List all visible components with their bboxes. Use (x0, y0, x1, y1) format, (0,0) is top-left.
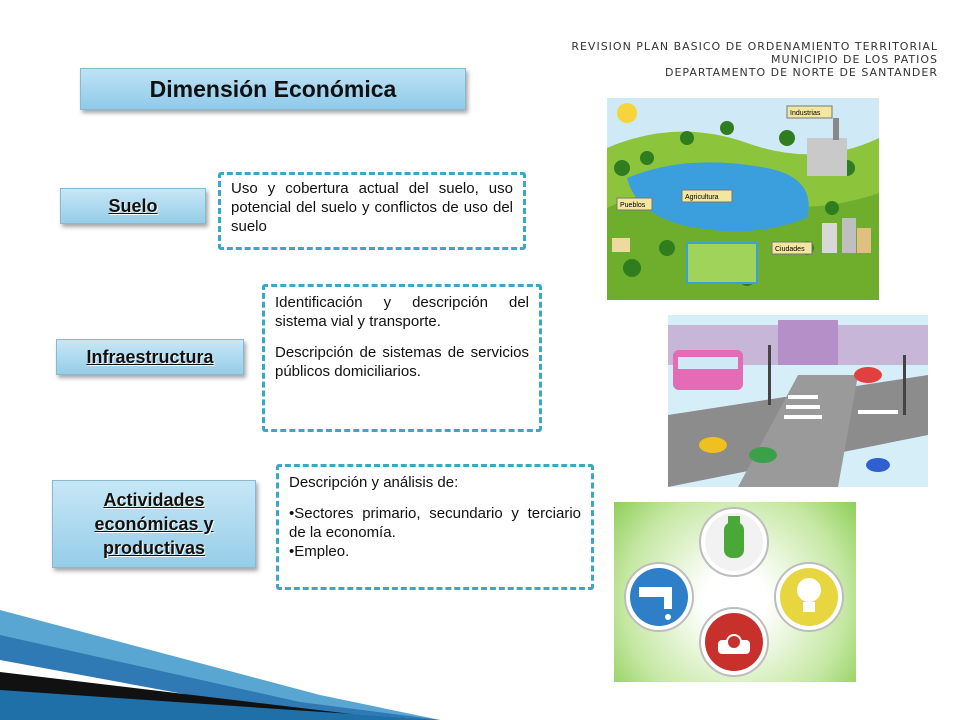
slide-title: Dimensión Económica (80, 68, 466, 110)
desc-suelo (218, 172, 526, 250)
label-actividades: Actividades económicas y productivas (52, 480, 256, 568)
public-services-illustration (614, 502, 856, 682)
desc-infra-paragraph-2: Descripción de sistemas de servicios públicos domiciliarios. (275, 344, 529, 380)
gas-cylinder-icon (700, 508, 768, 576)
land-use-svg (607, 98, 879, 300)
desc-act-bullet-2: •Empleo. (289, 543, 350, 560)
light-bulb-icon (775, 563, 843, 631)
tag-ciudades: Ciudades (775, 246, 805, 253)
tag-pueblos: Pueblos (620, 202, 646, 209)
telephone-icon (700, 608, 768, 676)
public-services-svg (614, 502, 856, 682)
label-infraestructura: Infraestructura (56, 339, 244, 375)
desc-act-bullet-1: •Sectores primario, secundario y terciario de la economía. (289, 505, 581, 541)
tag-industrias: Industrias (790, 110, 821, 117)
label-suelo: Suelo (60, 188, 206, 224)
city-traffic-svg (668, 315, 928, 487)
desc-infraestructura (262, 284, 542, 432)
document-header (518, 40, 938, 79)
corner-stripes-decoration (0, 590, 440, 720)
desc-actividades (276, 464, 594, 590)
land-use-illustration (607, 98, 879, 300)
water-tap-icon (625, 563, 693, 631)
desc-infra-paragraph-1: Identificación y descripción del sistema vial y transporte. (275, 294, 529, 330)
tag-agricultura: Agricultura (685, 194, 719, 201)
header-line-3: DEPARTAMENTO DE NORTE DE SANTANDER (664, 66, 938, 79)
city-traffic-illustration (668, 315, 928, 487)
header-line-2: MUNICIPIO DE LOS PATIOS (771, 53, 938, 66)
desc-suelo-text: Uso y cobertura actual del suelo, uso potencial del suelo y conflictos de uso del suelo (231, 180, 513, 235)
header-line-1: REVISION PLAN BASICO DE ORDENAMIENTO TERRITORIAL (571, 40, 938, 53)
desc-act-intro: Descripción y análisis de: (289, 474, 459, 491)
